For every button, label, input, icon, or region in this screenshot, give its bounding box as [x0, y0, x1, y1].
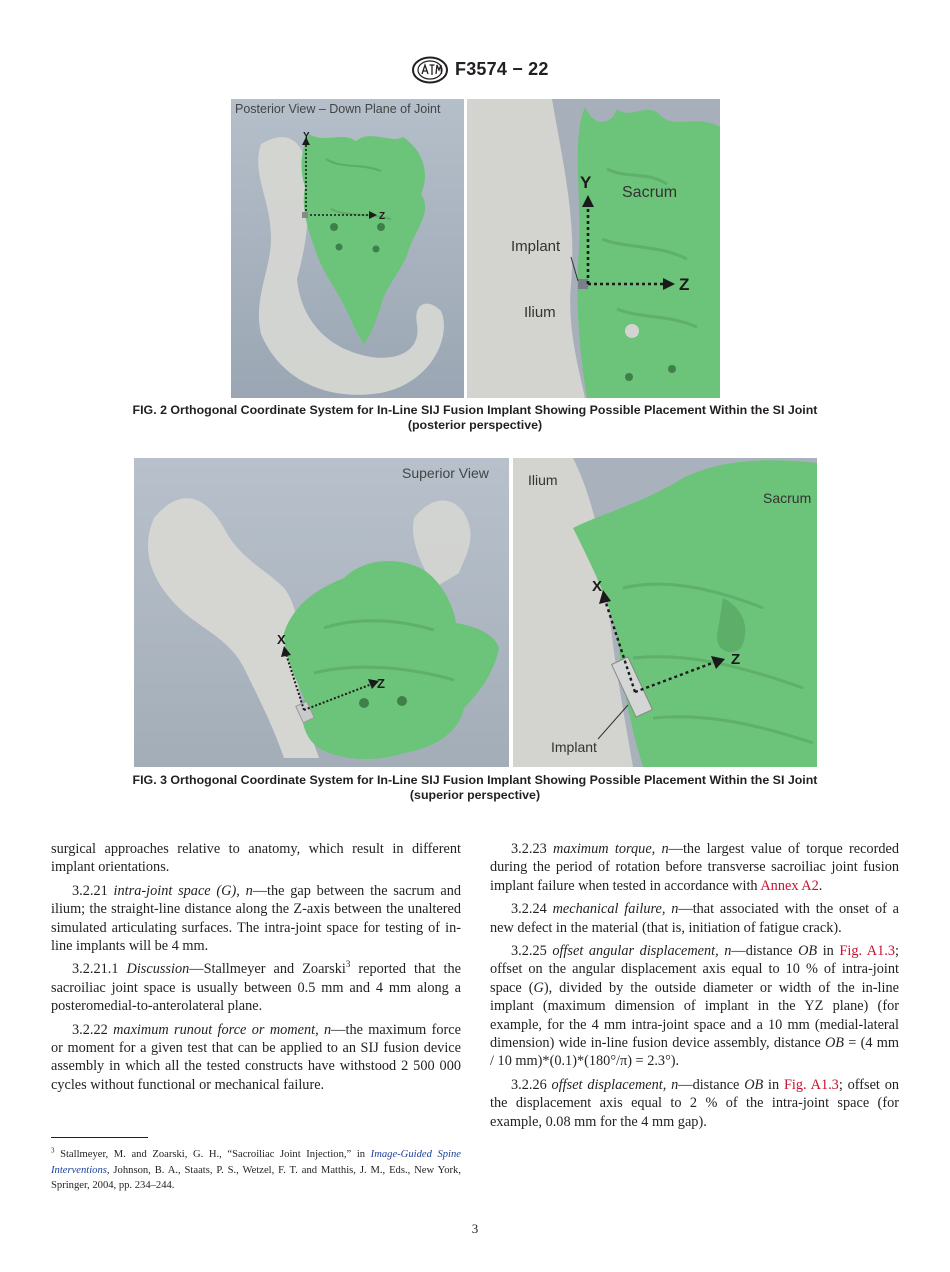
- discussion-3-2-21-1: [51, 960, 461, 1015]
- fig3-superior-view-image: [134, 458, 509, 767]
- continued-paragraph: surgical approaches relative to anatomy, which result in different implant orientations.: [51, 841, 461, 876]
- fig2-left-title: Posterior View – Down Plane of Joint: [235, 102, 441, 116]
- variable-ob: OB: [798, 943, 818, 960]
- definition-text: .: [818, 877, 823, 894]
- section-number: 3.2.21: [72, 882, 108, 899]
- section-number: 3.2.21.1: [72, 961, 119, 978]
- defined-term: offset displacement, n: [551, 1076, 679, 1093]
- definition-text: ; offset on the angular displacement axis equal to 10 % of intra-joint space (: [490, 943, 899, 996]
- variable-ob: OB: [824, 1035, 845, 1052]
- fig2-caption-line1: FIG. 2 Orthogonal Coordinate System for In-Line SIJ Fusion Implant Showing Possible Placement Within the SI Joint: [132, 403, 818, 417]
- definition-text: —the gap between the sacrum and ilium; the straight-line distance along the Z-axis between the unaltered simulated articulating surfaces. The intra-joint space for testing of in-line implants will be 4 mm.: [51, 882, 461, 955]
- variable-g: G: [533, 979, 544, 996]
- section-number: 3.2.23: [511, 841, 547, 857]
- fig3-implant-label: Implant: [551, 739, 597, 755]
- fig3-caption-line1: FIG. 3 Orthogonal Coordinate System for In-Line SIJ Fusion Implant Showing Possible Placement Within the SI Joint: [132, 773, 818, 787]
- discussion-term: Discussion: [126, 961, 190, 978]
- footnote-text: Stallmeyer, M. and Zoarski, G. H., “Sacroiliac Joint Injection,” in: [54, 1149, 371, 1160]
- definition-text: = (4 mm / 10 mm)*(0.1)*(180°/π) = 2.3°).: [490, 1035, 899, 1070]
- fig2-implant-label: Implant: [511, 238, 561, 255]
- page-header: [0, 56, 950, 84]
- fig-a1-3-link[interactable]: Fig. A1.3: [783, 1076, 839, 1093]
- variable-ob: OB: [744, 1076, 764, 1093]
- fig3-left-x-axis-label: X: [277, 632, 286, 647]
- fig2-left-z-axis-label: Z: [379, 211, 386, 222]
- section-number: 3.2.26: [511, 1076, 547, 1093]
- defined-term: offset angular displacement, n: [552, 943, 732, 960]
- footnote-ref[interactable]: 3: [345, 959, 351, 970]
- definition-text: ), divided by the outside diameter or width of the in-line implant (maximum dimension of implant in the YZ plane) (for example, for the 4 mm intra-joint space and a 10 mm (medial-lateral dimension) wide in-line fusion device assembly, distance: [490, 979, 899, 1052]
- footnote: [51, 1147, 461, 1194]
- defined-term: maximum runout force or moment, n: [113, 1021, 332, 1038]
- astm-logo-icon: [411, 56, 449, 84]
- book-title-link[interactable]: Image-Guided Spine Interventions: [51, 1149, 461, 1176]
- fig3-superior-closeup-image: [513, 458, 817, 767]
- definition-3-2-24: [490, 900, 899, 937]
- fig3-right-x-axis-label: X: [592, 578, 603, 595]
- page-number: 3: [471, 1221, 479, 1236]
- definition-3-2-21: [51, 882, 461, 956]
- fig2-posterior-closeup-image: [467, 99, 720, 398]
- right-text-column: [490, 840, 899, 1136]
- fig2-ilium-label: Ilium: [524, 304, 556, 321]
- discussion-text: reported that the sacroiliac joint space is usually between 0.5 mm and 4 mm along a posteromedial-to-anterolateral plane.: [51, 961, 461, 1015]
- section-number: 3.2.22: [72, 1021, 108, 1038]
- section-number: 3.2.25: [511, 943, 547, 960]
- section-number: 3.2.24: [511, 901, 547, 918]
- definition-text: ; offset on the displacement axis equal to 2 % of the intra-joint space (for example, 0.08 mm for the 4 mm gap).: [490, 1076, 899, 1130]
- definition-3-2-22: [51, 1021, 461, 1095]
- definition-text: in: [817, 943, 840, 960]
- annex-a2-link[interactable]: Annex A2: [760, 877, 819, 894]
- fig3-sacrum-label: Sacrum: [763, 490, 812, 506]
- defined-term: mechanical failure, n: [552, 901, 679, 918]
- document-designation: F3574 − 22: [455, 59, 549, 79]
- left-text-column: [51, 840, 461, 1099]
- fig2-left-y-axis-label: Y: [303, 131, 310, 142]
- fig2-sacrum-label: Sacrum: [622, 184, 678, 201]
- definition-text: —that associated with the onset of a new defect in the material (that is, initiation of fatigue crack).: [490, 901, 900, 936]
- fig3-left-z-axis-label: Z: [377, 676, 385, 691]
- fig2-right-z-axis-label: Z: [679, 275, 690, 294]
- definition-text: —the largest value of torque recorded during the period of rotation before transverse sacroiliac joint fusion implant failure when tested in accordance with: [490, 841, 899, 894]
- fig2-posterior-view-image: [231, 99, 464, 398]
- fig3-caption: [100, 773, 850, 803]
- fig3-caption-line2: (superior perspective): [409, 788, 541, 802]
- definition-3-2-23: [490, 840, 899, 895]
- fig3-left-title: Superior View: [402, 465, 489, 481]
- definition-text: in: [763, 1076, 784, 1093]
- fig3-right-z-axis-label: Z: [731, 651, 741, 668]
- fig-a1-3-link[interactable]: Fig. A1.3: [839, 943, 895, 960]
- definition-3-2-25: [490, 942, 899, 1071]
- fig2-caption: [100, 403, 850, 433]
- definition-3-2-26: [490, 1076, 899, 1131]
- footnote-text: , Johnson, B. A., Staats, P. S., Wetzel, F. T. and Matthis, J. M., Eds., New York, Springer, 2004, pp. 234–244.: [51, 1164, 461, 1192]
- definition-text: —distance: [731, 943, 799, 960]
- footnote-divider: [51, 1137, 148, 1138]
- defined-term: maximum torque, n: [553, 841, 669, 857]
- definition-text: —distance: [678, 1076, 745, 1093]
- fig3-ilium-label: Ilium: [528, 472, 558, 488]
- discussion-text: —Stallmeyer and Zoarski: [189, 961, 346, 978]
- fig2-caption-line2: (posterior perspective): [407, 418, 543, 432]
- definition-text: —the maximum force or moment for a given test that can be applied to an SIJ fusion device assembly in which all the tested constructs have withstood 2 500 000 cycles without functional or mechanical failure.: [51, 1021, 461, 1093]
- defined-term: intra-joint space (G), n: [113, 882, 253, 899]
- footnote-marker: 3: [51, 1146, 55, 1155]
- fig2-right-y-axis-label: Y: [580, 173, 592, 192]
